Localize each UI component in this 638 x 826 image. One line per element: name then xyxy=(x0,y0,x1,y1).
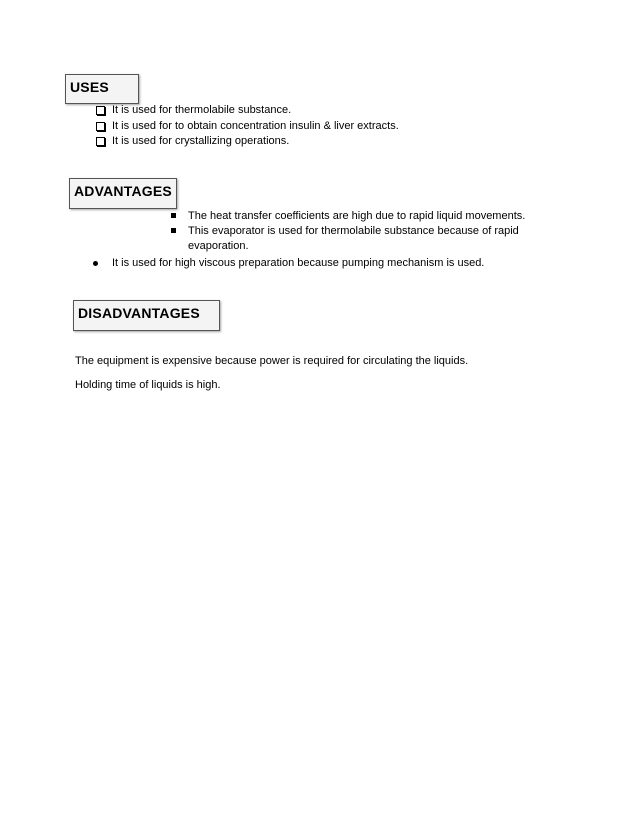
advantages-item: This evaporator is used for thermolabile substance because of rapid xyxy=(188,225,519,237)
advantages-item: It is used for high viscous preparation because pumping mechanism is used. xyxy=(112,257,485,269)
advantages-heading: ADVANTAGES xyxy=(74,183,172,199)
uses-item: It is used for crystallizing operations. xyxy=(112,135,290,147)
disadvantages-heading: DISADVANTAGES xyxy=(78,305,200,321)
square-bullet-icon xyxy=(171,228,176,233)
uses-item: It is used for thermolabile substance. xyxy=(112,104,292,116)
round-bullet-icon xyxy=(93,261,98,266)
checkbox-icon xyxy=(96,106,105,115)
checkbox-icon xyxy=(96,137,105,146)
disadvantages-paragraph: The equipment is expensive because power is required for circulating the liquids. xyxy=(75,355,469,367)
checkbox-icon xyxy=(96,122,105,131)
advantages-item-continuation: evaporation. xyxy=(188,240,249,252)
uses-heading: USES xyxy=(70,79,109,95)
uses-item: It is used for to obtain concentration insulin & liver extracts. xyxy=(112,120,399,132)
disadvantages-paragraph: Holding time of liquids is high. xyxy=(75,379,221,391)
advantages-item: The heat transfer coefficients are high due to rapid liquid movements. xyxy=(188,210,526,222)
square-bullet-icon xyxy=(171,213,176,218)
